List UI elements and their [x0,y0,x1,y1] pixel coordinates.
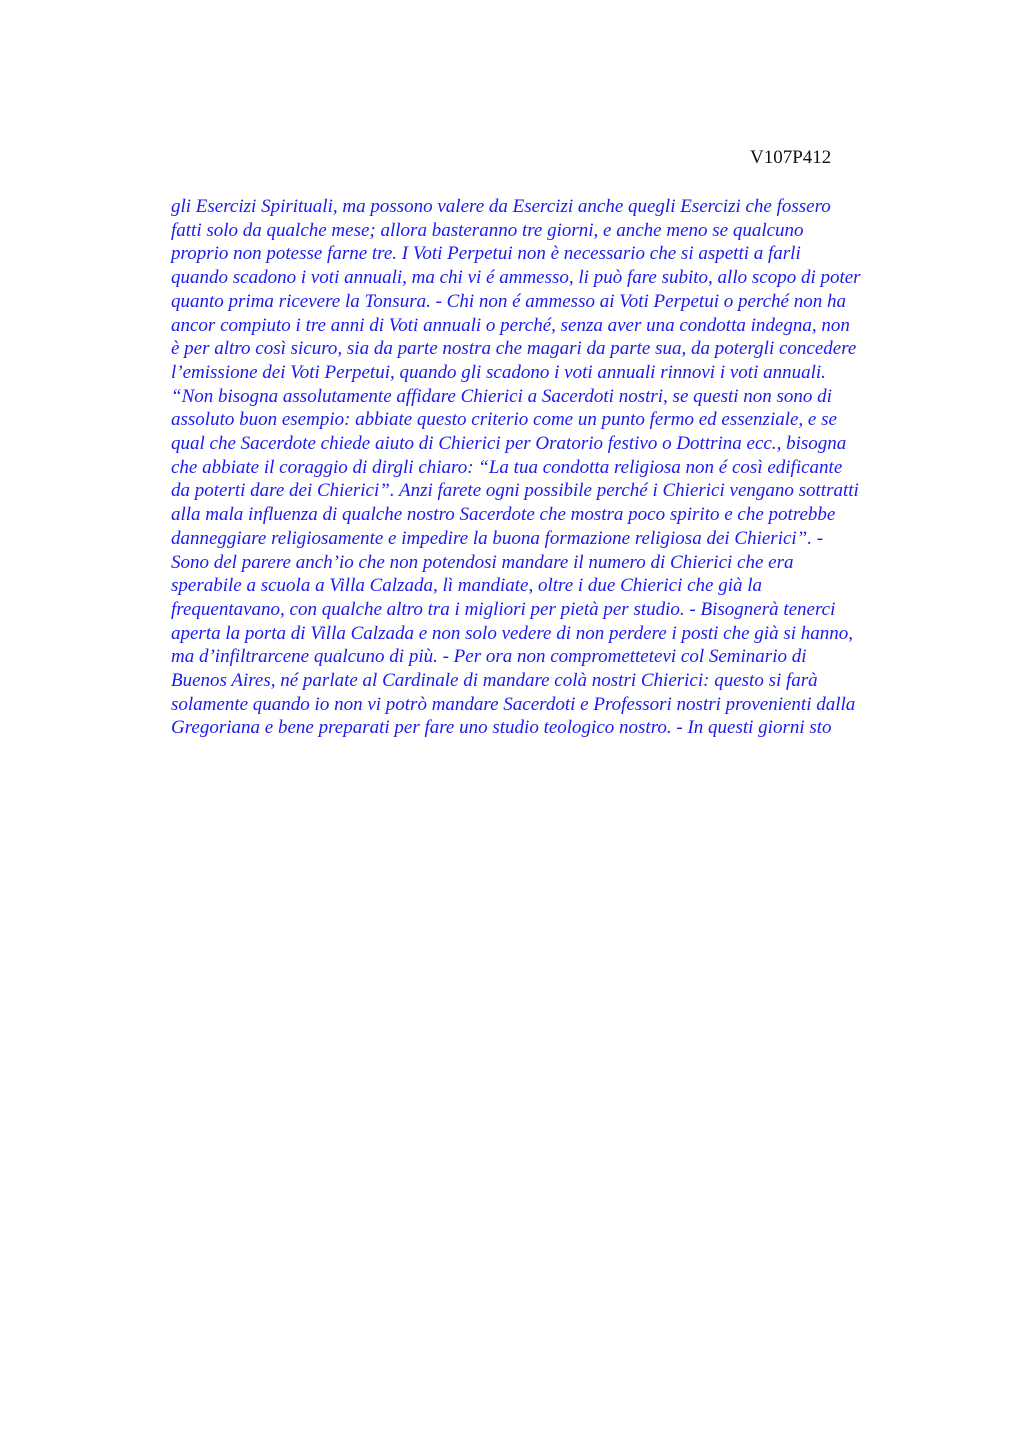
text-line: sperabile a scuola a Villa Calzada, lì mandiate, oltre i due Chierici che già la [171,575,763,597]
text-line: Sono del parere anch’io che non potendosi mandare il numero di Chierici che era [171,551,794,573]
text-line: quando scadono i voti annuali, ma chi vi é ammesso, li può fare subito, allo scopo di poter [171,267,861,289]
text-line: qual che Sacerdote chiede aiuto di Chierici per Oratorio festivo o Dottrina ecc., bisogna [171,433,847,455]
text-line: da poterti dare dei Chierici”. Anzi farete ogni possibile perché i Chierici vengano sottratti [171,480,859,502]
text-line: “Non bisogna assolutamente affidare Chierici a Sacerdoti nostri, se questi non sono di [171,385,832,407]
text-line: che abbiate il coraggio di dirgli chiaro: “La tua condotta religiosa non é così edificante [171,456,843,478]
text-line: aperta la porta di Villa Calzada e non solo vedere di non perdere i posti che già si hanno, [171,622,853,644]
text-line: l’emissione dei Voti Perpetui, quando gli scadono i voti annuali rinnovi i voti annuali. [171,361,826,383]
text-line: assoluto buon esempio: abbiate questo criterio come un punto fermo ed essenziale, e se [171,409,837,431]
text-line: quanto prima ricevere la Tonsura. - Chi non é ammesso ai Voti Perpetui o perché non ha [171,290,846,312]
text-line: è per altro così sicuro, sia da parte nostra che magari da parte sua, da potergli concedere [171,338,857,360]
text-line: alla mala influenza di qualche nostro Sacerdote che mostra poco spirito e che potrebbe [171,504,836,526]
text-line: danneggiare religiosamente e impedire la buona formazione religiosa dei Chierici”. - [171,527,824,549]
text-line: gli Esercizi Spirituali, ma possono valere da Esercizi anche quegli Esercizi che fossero [171,196,831,217]
text-line: Buenos Aires, né parlate al Cardinale di mandare colà nostri Chierici: questo si farà [171,670,818,692]
page-reference: V107P412 [750,147,832,168]
text-line: proprio non potesse farne tre. I Voti Perpetui non è necessario che si aspetti a farli [171,243,801,265]
letter-body [171,195,951,740]
text-line: solamente quando io non vi potrò mandare Sacerdoti e Professori nostri provenienti dalla [171,693,856,715]
text-line: fatti solo da qualche mese; allora basteranno tre giorni, e anche meno se qualcuno [171,219,804,241]
text-line: ancor compiuto i tre anni di Voti annuali o perché, senza aver una condotta indegna, non [171,314,850,336]
text-line: ma d’infiltrarcene qualcuno di più. - Per ora non compromettetevi col Seminario di [171,646,807,668]
text-line: Gregoriana e bene preparati per fare uno studio teologico nostro. - In questi giorni sto [171,717,832,739]
text-line: frequentavano, con qualche altro tra i migliori per pietà per studio. - Bisognerà tenerci [171,598,836,620]
